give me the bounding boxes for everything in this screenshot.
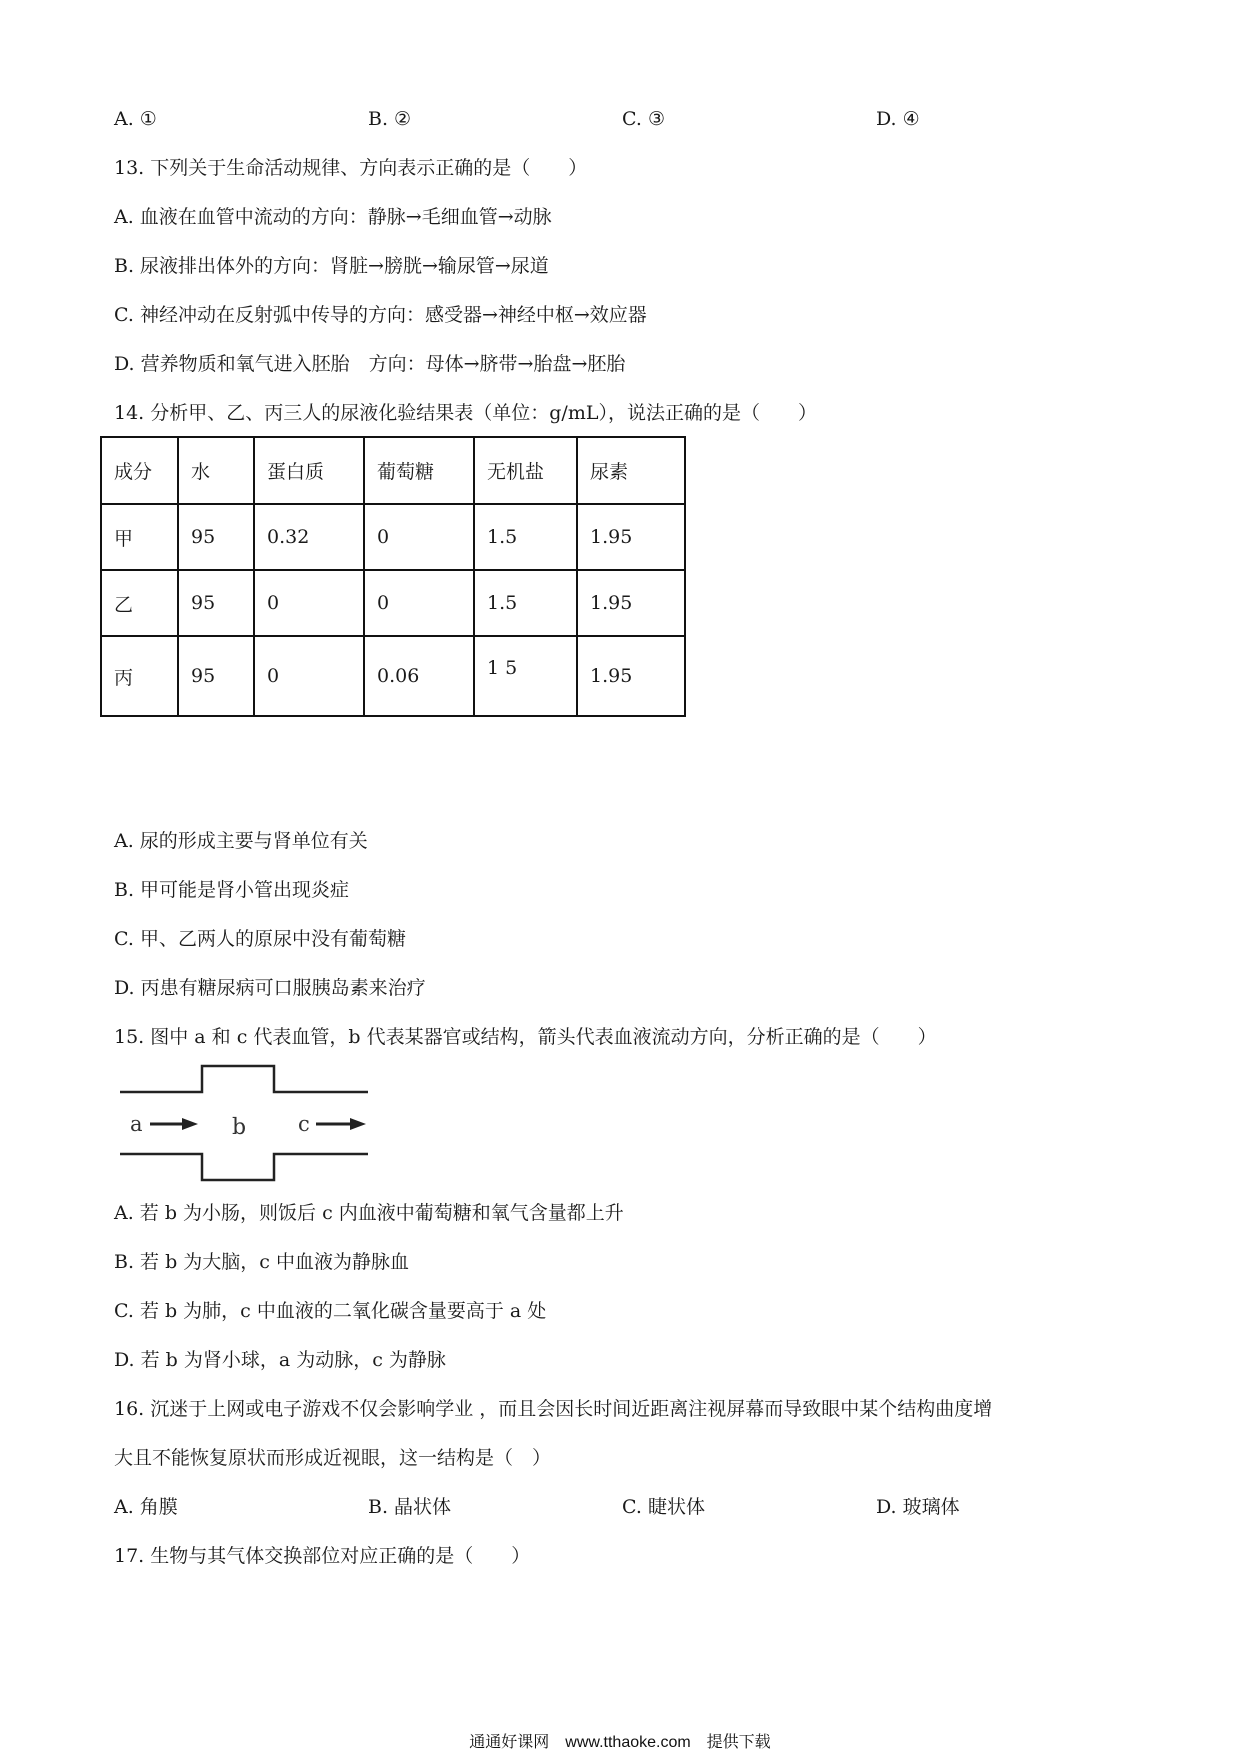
q12-option-c: C. ③ [622, 108, 665, 130]
table-row [101, 570, 685, 636]
table-header-cell: 蛋白质 [254, 437, 364, 504]
q15-option-a: A. 若 b 为小肠，则饭后 c 内血液中葡萄糖和氧气含量都上升 [114, 1202, 624, 1224]
q16-stem-line1: 16. 沉迷于上网或电子游戏不仅会影响学业 ，而且会因长时间近距离注视屏幕而导致眼中某个结构曲度增 [114, 1398, 993, 1420]
table-cell: 95 [178, 570, 254, 636]
table-header-cell: 葡萄糖 [364, 437, 474, 504]
q14-option-d: D. 丙患有糖尿病可口服胰岛素来治疗 [114, 977, 426, 999]
table-cell: 0 [254, 570, 364, 636]
table-cell: 1.95 [577, 504, 685, 570]
table-cell: 0 [364, 570, 474, 636]
table-row [101, 636, 685, 716]
table-cell: 丙 [101, 636, 178, 716]
table-header-cell: 无机盐 [474, 437, 577, 504]
table-cell: 1.5 [474, 570, 577, 636]
q16-option-a: A. 角膜 [114, 1496, 178, 1518]
blood-vessel-diagram [118, 1064, 378, 1196]
q16-option-d: D. 玻璃体 [876, 1496, 960, 1518]
q13-option-b: B. 尿液排出体外的方向：肾脏→膀胱→输尿管→尿道 [114, 255, 549, 277]
label-c: c [298, 1112, 310, 1136]
table-cell: 0.32 [254, 504, 364, 570]
table-header-cell: 成分 [101, 437, 178, 504]
q13-option-c: C. 神经冲动在反射弧中传导的方向：感受器→神经中枢→效应器 [114, 304, 647, 326]
table-header-cell: 尿素 [577, 437, 685, 504]
table-header-cell: 水 [178, 437, 254, 504]
table-cell: 1.95 [577, 636, 685, 716]
page-footer: 通通好课网 www.tthaoke.com 提供下载 [469, 1734, 771, 1751]
table-cell: 1 5 [474, 636, 577, 716]
q16-option-b: B. 晶状体 [368, 1496, 452, 1518]
q16-options [114, 1494, 1134, 1520]
q15-option-d: D. 若 b 为肾小球，a 为动脉，c 为静脉 [114, 1349, 446, 1371]
q13-stem: 13. 下列关于生命活动规律、方向表示正确的是（ ） [114, 157, 588, 179]
table-cell: 0 [254, 636, 364, 716]
q14-option-c: C. 甲、乙两人的原尿中没有葡萄糖 [114, 928, 406, 950]
table-header-row [101, 437, 685, 504]
q15-option-c: C. 若 b 为肺，c 中血液的二氧化碳含量要高于 a 处 [114, 1300, 547, 1322]
q12-option-b: B. ② [368, 108, 412, 130]
q16-stem-line2: 大且不能恢复原状而形成近视眼，这一结构是（ ） [114, 1447, 552, 1469]
q15-option-b: B. 若 b 为大脑，c 中血液为静脉血 [114, 1251, 409, 1273]
label-a: a [130, 1112, 143, 1136]
q16-option-c: C. 睫状体 [622, 1496, 705, 1518]
q12-options [114, 106, 1134, 132]
q12-option-d: D. ④ [876, 108, 920, 130]
table-cell: 甲 [101, 504, 178, 570]
table-row [101, 504, 685, 570]
table-cell: 1.5 [474, 504, 577, 570]
q13-option-d: D. 营养物质和氧气进入胚胎 方向：母体→脐带→胎盘→胚胎 [114, 353, 626, 375]
q13-option-a: A. 血液在血管中流动的方向：静脉→毛细血管→动脉 [114, 206, 552, 228]
table-cell: 1.95 [577, 570, 685, 636]
table-cell: 乙 [101, 570, 178, 636]
urine-test-table [100, 436, 686, 717]
table-cell: 95 [178, 636, 254, 716]
q15-stem: 15. 图中 a 和 c 代表血管，b 代表某器官或结构，箭头代表血液流动方向，分析正确的是（ ） [114, 1026, 937, 1048]
table-cell: 0.06 [364, 636, 474, 716]
q12-option-a: A. ① [114, 108, 157, 130]
q17-stem: 17. 生物与其气体交换部位对应正确的是（ ） [114, 1545, 531, 1567]
q14-stem: 14. 分析甲、乙、丙三人的尿液化验结果表（单位：g/mL），说法正确的是（ ） [114, 402, 817, 424]
q14-option-b: B. 甲可能是肾小管出现炎症 [114, 879, 350, 901]
table-cell: 95 [178, 504, 254, 570]
q14-option-a: A. 尿的形成主要与肾单位有关 [114, 830, 368, 852]
table-cell: 0 [364, 504, 474, 570]
label-b: b [232, 1115, 247, 1140]
